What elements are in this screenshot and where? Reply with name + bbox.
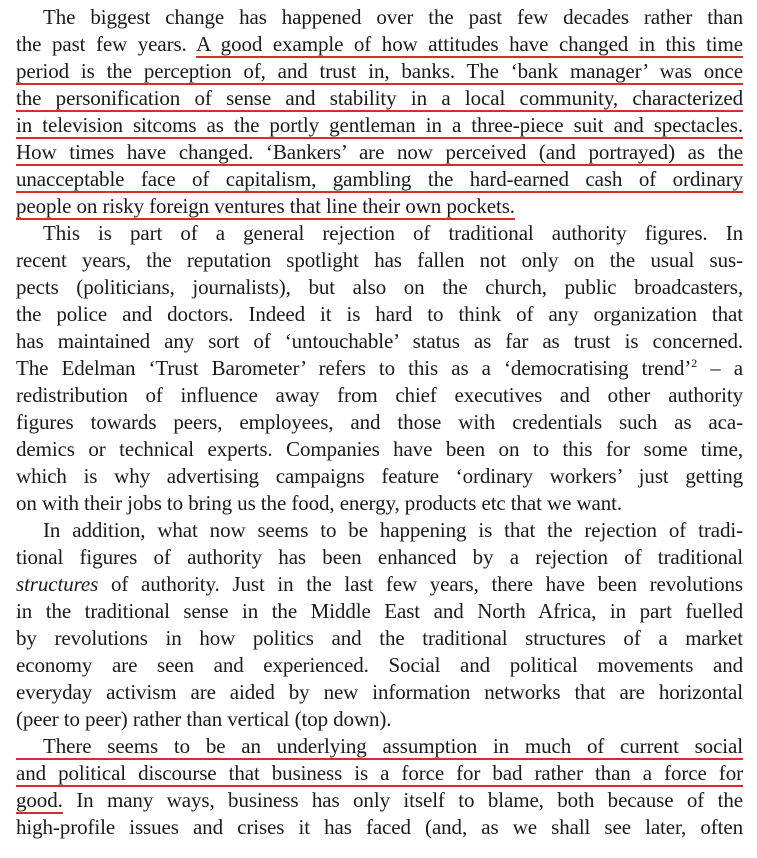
text-line: (peer to peer) rather than vertical (top down). — [16, 707, 392, 731]
text-line: high-profile issues and crises it has faced (and, as we shall see later, often — [16, 815, 743, 839]
text-line: In addition, what now seems to be happening is that the rejection of tradi- — [43, 518, 743, 542]
text-line: figures towards peers, employees, and those with credentials such as aca- — [16, 410, 743, 434]
text-span: The Edelman ‘Trust Barometer’ refers to this as a ‘democratising trend’ — [16, 356, 692, 380]
text-line: in the traditional sense in the Middle East and North Africa, in part fuelled — [16, 599, 743, 623]
text-span: – a — [697, 356, 743, 380]
highlighted-line: and political discourse that business is a force for bad rather than a force for — [16, 761, 743, 785]
text-line: everyday activism are aided by new information networks that are horizontal — [16, 680, 743, 704]
text-line: tional figures of authority has been enhanced by a rejection of traditional — [16, 545, 743, 569]
highlighted-line: the personification of sense and stability in a local community, characterized — [16, 86, 743, 110]
footnote-marker: 2 — [691, 356, 698, 370]
text-line: on with their jobs to bring us the food, energy, products etc that we want. — [16, 491, 623, 515]
highlighted-text: A good example of how attitudes have changed in this time — [196, 32, 744, 56]
text-line: economy are seen and experienced. Social and political movements and — [16, 653, 743, 677]
text-line — [16, 787, 743, 814]
text-span: of authority. Just in the last few years, there have been revolutions — [98, 572, 743, 596]
text-line: by revolutions in how politics and the traditional structures of a market — [16, 626, 743, 650]
highlighted-text: good. — [16, 788, 63, 812]
text-line — [16, 193, 743, 220]
text-line — [16, 355, 743, 382]
text-line: has maintained any sort of ‘untouchable’ status as far as trust is concerned. — [16, 329, 743, 353]
highlighted-line: There seems to be an underlying assumption in much of current social — [16, 733, 743, 760]
text-line — [16, 571, 743, 598]
text-line: pects (politicians, journalists), but also on the church, public broadcasters, — [16, 275, 743, 299]
text-span: the past few years. — [16, 32, 187, 56]
text-line — [16, 31, 743, 58]
highlighted-text: people on risky foreign ventures that line their own pockets. — [16, 194, 515, 218]
text-line: recent years, the reputation spotlight has fallen not only on the usual sus- — [16, 248, 743, 272]
text-line: which is why advertising campaigns feature ‘ordinary workers’ just getting — [16, 464, 743, 488]
text-line: demics or technical experts. Companies have been on to this for some time, — [16, 437, 743, 461]
text-line: This is part of a general rejection of traditional authority figures. In — [43, 221, 743, 245]
emphasis-text: structures — [16, 572, 99, 596]
highlighted-line: in television sitcoms as the portly gentleman in a three-piece suit and spectacles. — [16, 113, 743, 137]
highlighted-line: period is the perception of, and trust in, banks. The ‘bank manager’ was once — [16, 59, 743, 83]
highlighted-line: How times have changed. ‘Bankers’ are now perceived (and portrayed) as the — [16, 140, 743, 164]
text-span: In many ways, business has only itself to blame, both because of the — [62, 788, 743, 812]
text-line: The biggest change has happened over the past few decades rather than — [43, 5, 743, 29]
highlighted-line: unacceptable face of capitalism, gambling the hard-earned cash of ordinary — [16, 167, 743, 191]
text-line: redistribution of influence away from chief executives and other authority — [16, 383, 743, 407]
text-line: the police and doctors. Indeed it is hard to think of any organization that — [16, 302, 743, 326]
